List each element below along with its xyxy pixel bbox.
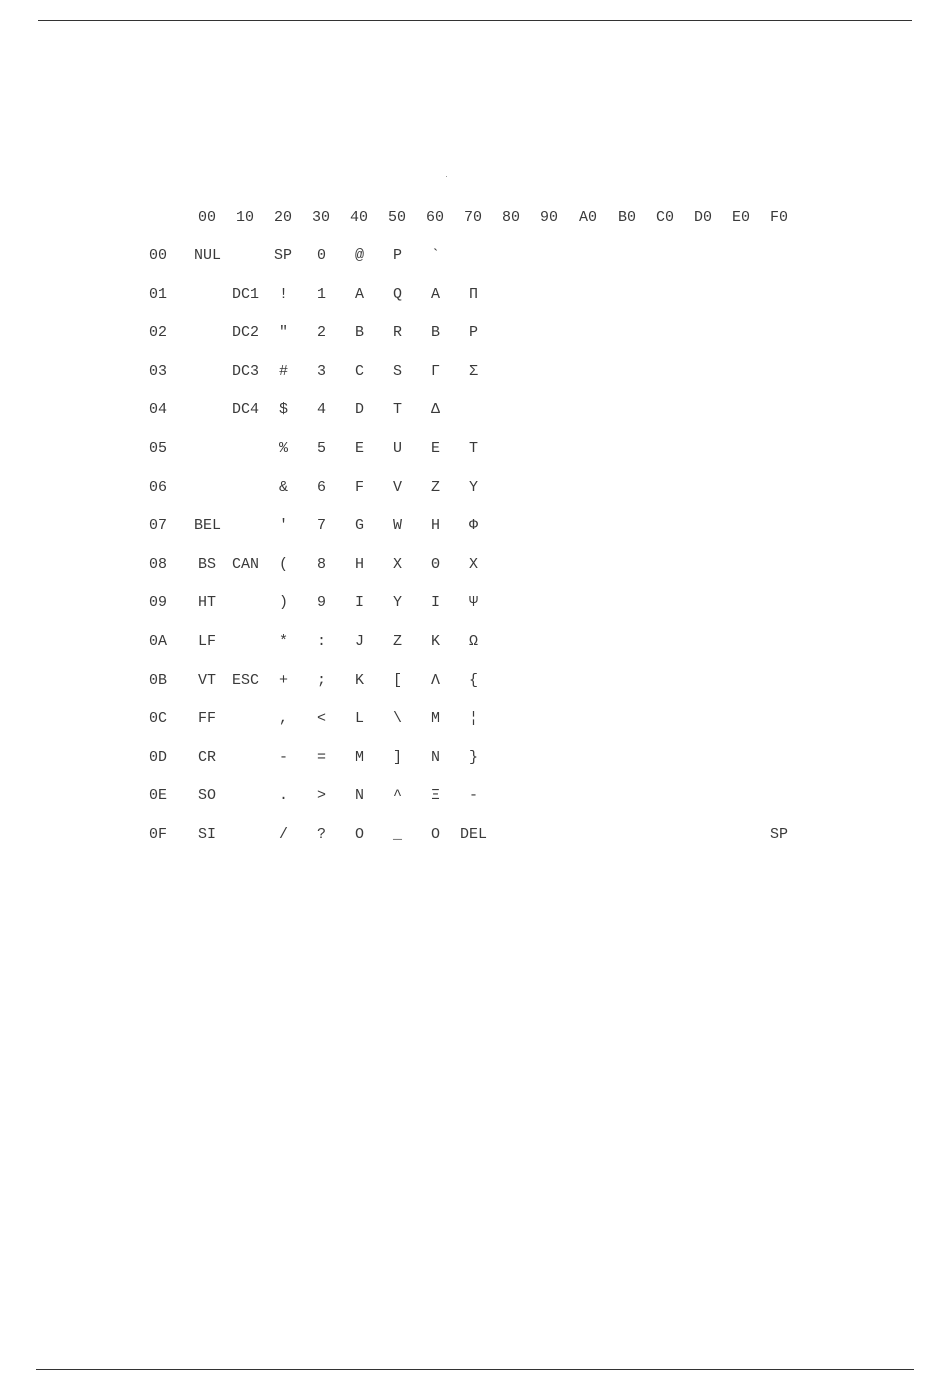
code-cell: U [393,440,403,457]
code-cell: J [355,633,365,650]
column-header: 00 [198,209,217,226]
column-header: 80 [502,209,521,226]
code-cell: X [393,556,403,573]
column-header: E0 [732,209,751,226]
row-header: 0E [149,787,168,804]
code-cell: , [279,710,289,727]
column-header: 10 [236,209,255,226]
row-header: 0B [149,672,168,689]
code-cell: - [279,749,289,766]
code-cell: Δ [431,401,441,418]
row-header: 05 [149,440,168,457]
code-cell: H [355,556,365,573]
code-cell: _ [393,826,403,843]
code-cell: $ [279,401,289,418]
row-header: 04 [149,401,168,418]
column-header: 70 [464,209,483,226]
code-cell: S [393,363,403,380]
code-cell: Λ [431,672,441,689]
code-cell: Τ [469,440,479,457]
code-cell: 4 [317,401,327,418]
code-cell: DEL [460,826,488,843]
column-header: F0 [770,209,789,226]
code-cell: CR [198,749,217,766]
code-cell: [ [393,672,403,689]
code-cell: L [355,710,365,727]
code-cell: # [279,363,289,380]
code-cell: HT [198,594,217,611]
code-cell: T [393,401,403,418]
code-cell: Ο [431,826,441,843]
code-cell: ( [279,556,289,573]
code-cell: ! [279,286,289,303]
code-cell: 1 [317,286,327,303]
code-cell: Ξ [431,787,441,804]
column-header: 50 [388,209,407,226]
column-header: D0 [694,209,713,226]
code-cell: . [279,787,289,804]
column-header: 60 [426,209,445,226]
code-cell: CAN [232,556,260,573]
code-cell: O [355,826,365,843]
code-cell: ] [393,749,403,766]
code-cell: BS [198,556,217,573]
code-cell: 9 [317,594,327,611]
top-rule [38,20,912,21]
row-header: 07 [149,517,168,534]
code-cell: C [355,363,365,380]
row-header: 0C [149,710,168,727]
code-cell: ? [317,826,327,843]
code-cell: P [393,247,403,264]
code-cell: ; [317,672,327,689]
code-cell: DC4 [232,401,260,418]
code-cell: - [469,787,479,804]
row-header: 01 [149,286,168,303]
row-header: 03 [149,363,168,380]
row-header: 06 [149,479,168,496]
code-cell: SO [198,787,217,804]
row-header: 02 [149,324,168,341]
code-cell: = [317,749,327,766]
code-cell: Κ [431,633,441,650]
row-header: 0F [149,826,168,843]
code-cell: Α [431,286,441,303]
code-cell: Σ [469,363,479,380]
column-header: 40 [350,209,369,226]
code-cell: Y [393,594,403,611]
code-cell: LF [198,633,217,650]
code-cell: @ [355,247,365,264]
row-header: 09 [149,594,168,611]
row-header: 08 [149,556,168,573]
code-cell: Θ [431,556,441,573]
code-cell: * [279,633,289,650]
code-cell: Ε [431,440,441,457]
row-header: 0A [149,633,168,650]
code-cell: SP [770,826,789,843]
code-cell: ESC [232,672,260,689]
column-header: 30 [312,209,331,226]
code-cell: V [393,479,403,496]
column-header: A0 [579,209,598,226]
code-cell: { [469,672,479,689]
code-cell: & [279,479,289,496]
scan-speck [446,176,447,177]
code-cell: 7 [317,517,327,534]
code-cell: DC1 [232,286,260,303]
code-cell: Π [469,286,479,303]
code-cell: 3 [317,363,327,380]
code-cell: Ζ [431,479,441,496]
code-cell: 6 [317,479,327,496]
code-cell: : [317,633,327,650]
code-cell: Μ [431,710,441,727]
code-cell: 2 [317,324,327,341]
code-cell: Φ [469,517,479,534]
code-cell: SI [198,826,217,843]
code-cell: DC3 [232,363,260,380]
code-cell: VT [198,672,217,689]
code-cell: Q [393,286,403,303]
code-cell: ' [279,517,289,534]
code-cell: E [355,440,365,457]
code-cell: K [355,672,365,689]
code-cell: / [279,826,289,843]
code-cell: Η [431,517,441,534]
column-header: 90 [540,209,559,226]
column-header: B0 [618,209,637,226]
row-header: 0D [149,749,168,766]
code-cell: > [317,787,327,804]
code-cell: Χ [469,556,479,573]
code-cell: 8 [317,556,327,573]
column-header: 20 [274,209,293,226]
code-cell: Ρ [469,324,479,341]
code-cell: } [469,749,479,766]
code-cell: ` [431,247,441,264]
code-cell: N [355,787,365,804]
code-cell: + [279,672,289,689]
code-cell: DC2 [232,324,260,341]
code-cell: ^ [393,787,403,804]
code-cell: BEL [194,517,222,534]
code-cell: ) [279,594,289,611]
code-cell: SP [274,247,293,264]
code-cell: A [355,286,365,303]
code-cell: Ι [431,594,441,611]
code-cell: Υ [469,479,479,496]
code-cell: R [393,324,403,341]
bottom-rule [36,1369,914,1370]
code-cell: B [355,324,365,341]
code-cell: 0 [317,247,327,264]
code-cell: \ [393,710,403,727]
code-cell: Ν [431,749,441,766]
code-cell: ¦ [469,710,479,727]
code-cell: F [355,479,365,496]
code-cell: % [279,440,289,457]
code-cell: FF [198,710,217,727]
column-header: C0 [656,209,675,226]
code-cell: Β [431,324,441,341]
row-header: 00 [149,247,168,264]
code-cell: I [355,594,365,611]
code-cell: " [279,324,289,341]
code-cell: Ω [469,633,479,650]
code-cell: M [355,749,365,766]
code-cell: 5 [317,440,327,457]
code-cell: < [317,710,327,727]
code-cell: Γ [431,363,441,380]
code-cell: Ψ [469,594,479,611]
code-cell: Z [393,633,403,650]
code-cell: W [393,517,403,534]
code-cell: NUL [194,247,222,264]
code-cell: D [355,401,365,418]
code-cell: G [355,517,365,534]
